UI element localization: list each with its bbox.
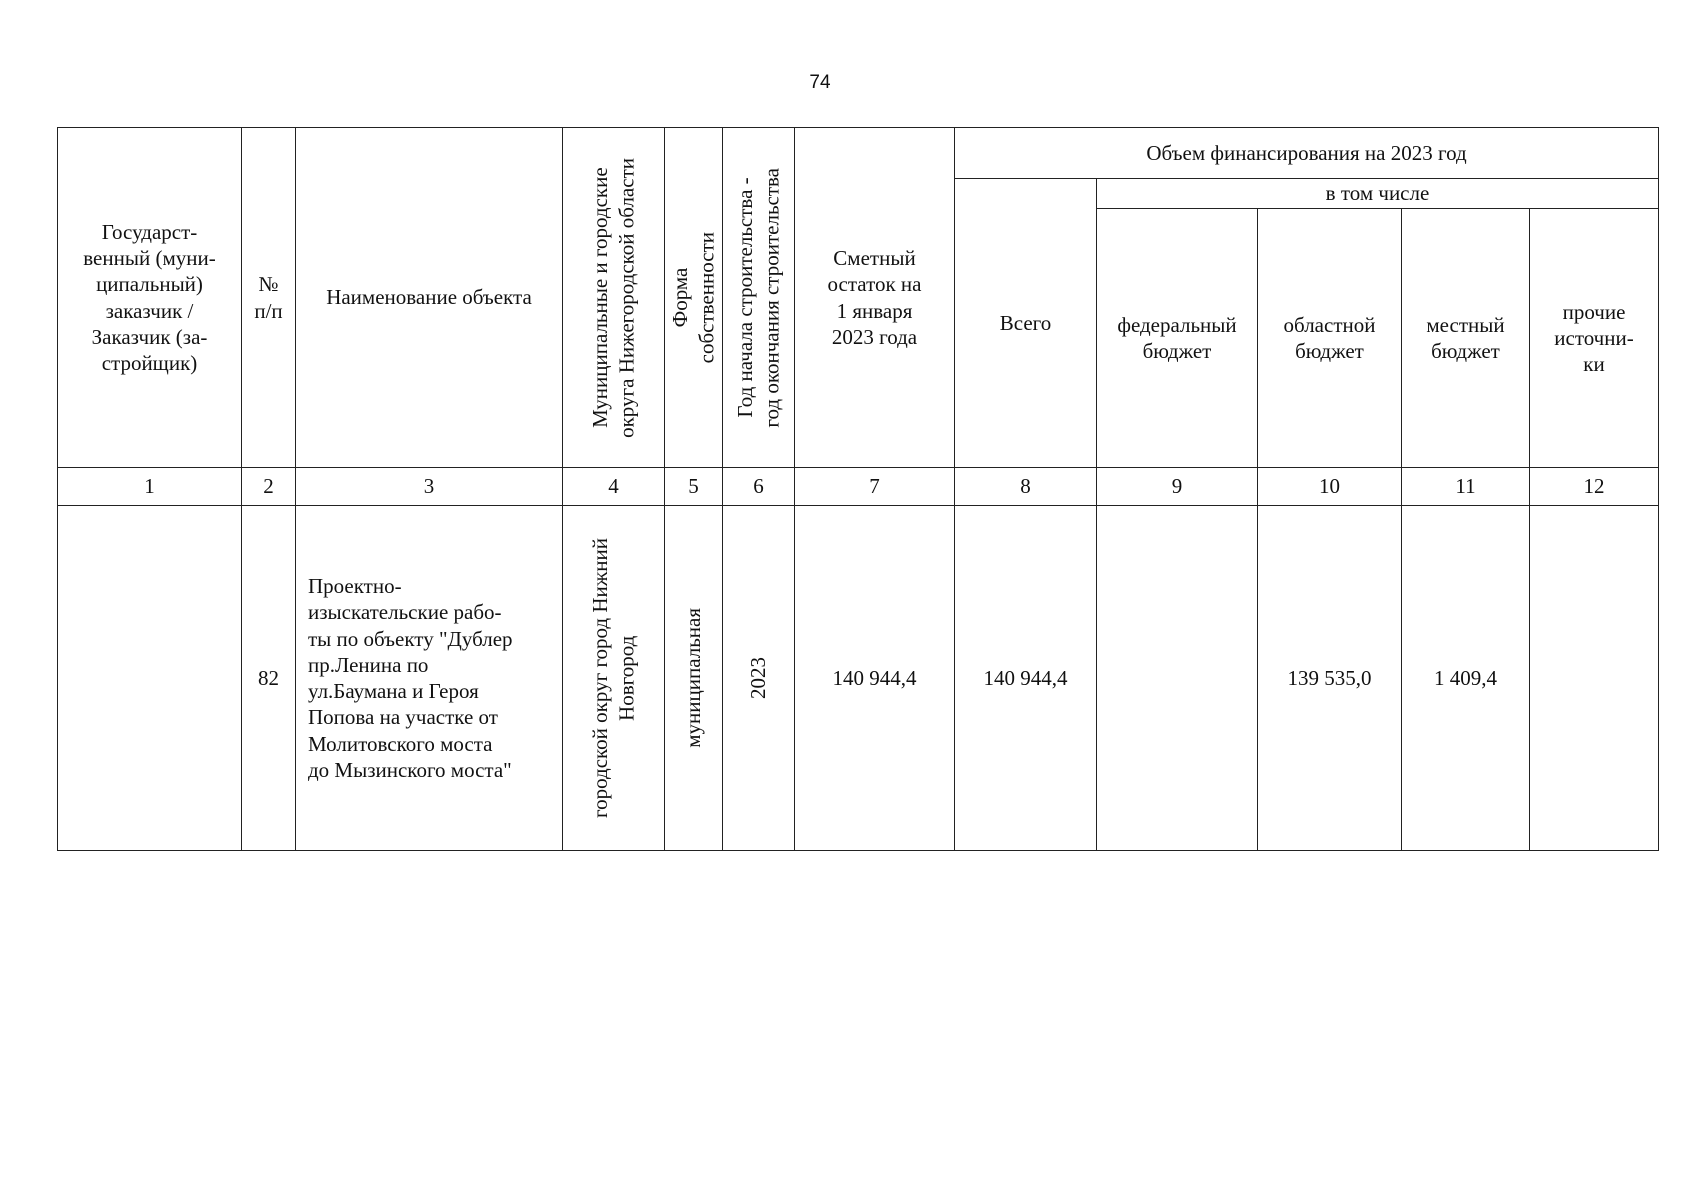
column-number: 8 bbox=[955, 468, 1097, 506]
cell-object-name: Проектно- изыскательские рабо- ты по объекту "Дублер пр.Ленина по ул.Баумана и Героя Попова на участке от Молитовского моста до Мызинского моста" bbox=[296, 506, 563, 851]
cell-local: 1 409,4 bbox=[1402, 506, 1530, 851]
column-number: 2 bbox=[242, 468, 296, 506]
header-including-group: в том числе bbox=[1097, 179, 1659, 209]
cell-balance: 140 944,4 bbox=[795, 506, 955, 851]
header-total: Всего bbox=[955, 179, 1097, 468]
column-number: 12 bbox=[1530, 468, 1659, 506]
header-ownership-text: Форма собственности bbox=[668, 231, 719, 364]
column-number: 1 bbox=[58, 468, 242, 506]
column-number: 9 bbox=[1097, 468, 1258, 506]
header-federal: федеральный бюджет bbox=[1097, 209, 1258, 468]
cell-ownership bbox=[665, 506, 723, 851]
cell-years bbox=[723, 506, 795, 851]
column-number: 3 bbox=[296, 468, 563, 506]
header-row bbox=[58, 128, 1659, 179]
cell-regional: 139 535,0 bbox=[1258, 506, 1402, 851]
cell-total: 140 944,4 bbox=[955, 506, 1097, 851]
cell-number: 82 bbox=[242, 506, 296, 851]
cell-other bbox=[1530, 506, 1659, 851]
column-number: 6 bbox=[723, 468, 795, 506]
cell-district-text: городской округ город Нижний Новгород bbox=[588, 538, 639, 818]
column-number-row bbox=[58, 468, 1659, 506]
column-number: 11 bbox=[1402, 468, 1530, 506]
cell-years-text: 2023 bbox=[746, 657, 771, 699]
cell-district bbox=[563, 506, 665, 851]
cell-customer bbox=[58, 506, 242, 851]
column-number: 5 bbox=[665, 468, 723, 506]
table-row bbox=[58, 506, 1659, 851]
header-object-name: Наименование объекта bbox=[296, 128, 563, 468]
header-local: местный бюджет bbox=[1402, 209, 1530, 468]
header-number: № п/п bbox=[242, 128, 296, 468]
header-regional: областной бюджет bbox=[1258, 209, 1402, 468]
page-number: 74 bbox=[809, 72, 831, 93]
column-number: 7 bbox=[795, 468, 955, 506]
column-number: 4 bbox=[563, 468, 665, 506]
column-number: 10 bbox=[1258, 468, 1402, 506]
header-customer: Государст- венный (муни- ципальный) заказчик / Заказчик (за- стройщик) bbox=[58, 128, 242, 468]
header-years-text: Год начала строительства - год окончания строительства bbox=[733, 167, 784, 428]
header-district bbox=[563, 128, 665, 468]
header-other: прочие источни- ки bbox=[1530, 209, 1659, 468]
cell-federal bbox=[1097, 506, 1258, 851]
header-balance: Сметный остаток на 1 января 2023 года bbox=[795, 128, 955, 468]
header-years bbox=[723, 128, 795, 468]
investment-table bbox=[57, 127, 1659, 851]
header-financing-group: Объем финансирования на 2023 год bbox=[955, 128, 1659, 179]
header-ownership bbox=[665, 128, 723, 468]
header-district-text: Муниципальные и городские округа Нижегородской области bbox=[588, 157, 639, 438]
cell-ownership-text: муниципальная bbox=[681, 608, 706, 748]
